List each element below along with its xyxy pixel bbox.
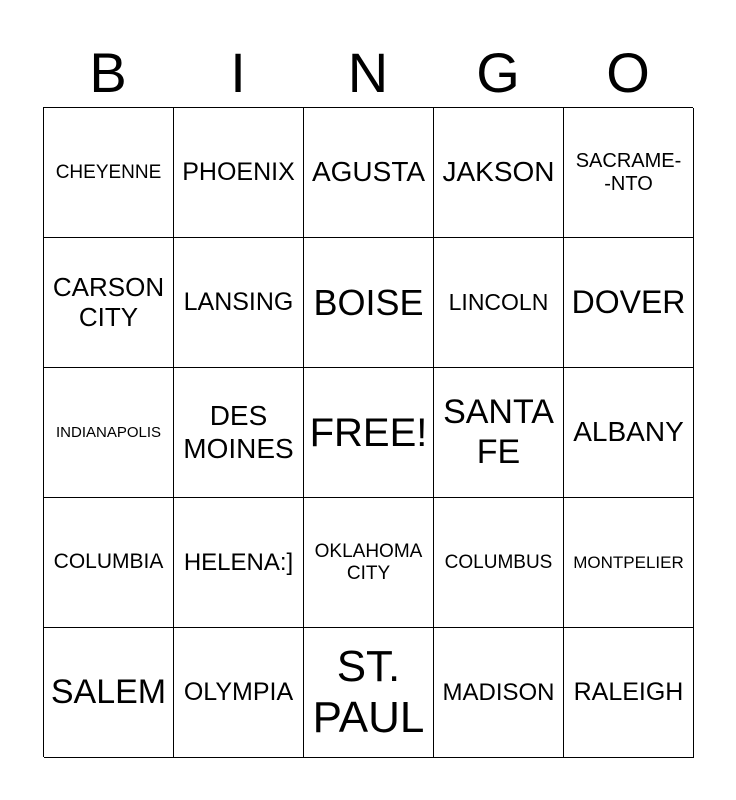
bingo-cell[interactable] bbox=[44, 628, 174, 758]
bingo-cell[interactable] bbox=[564, 238, 694, 368]
cell-label: LANSING bbox=[183, 288, 294, 317]
cell-label: INDIANAPOLIS bbox=[55, 423, 162, 441]
cell-label: OKLAHOMA CITY bbox=[314, 540, 423, 584]
cell-label: FREE! bbox=[309, 410, 428, 455]
bingo-cell[interactable] bbox=[304, 628, 434, 758]
bingo-cell[interactable] bbox=[44, 368, 174, 498]
bingo-cell[interactable] bbox=[304, 108, 434, 238]
cell-label: ALBANY bbox=[573, 416, 684, 448]
cell-label: MONTPELIER bbox=[573, 552, 684, 572]
bingo-cell[interactable] bbox=[304, 498, 434, 628]
cell-label: SALEM bbox=[50, 672, 167, 711]
cell-label: AGUSTA bbox=[311, 156, 426, 188]
cell-label: JAKSON bbox=[442, 156, 555, 188]
bingo-cell[interactable] bbox=[304, 368, 434, 498]
cell-label: COLUMBIA bbox=[53, 550, 164, 574]
cell-label: OLYMPIA bbox=[183, 678, 294, 707]
cell-label: COLUMBUS bbox=[444, 551, 553, 573]
bingo-cell[interactable] bbox=[174, 498, 304, 628]
bingo-board bbox=[43, 107, 693, 757]
header-letter-n: N bbox=[347, 41, 389, 104]
cell-label: CARSON CITY bbox=[52, 271, 165, 332]
header-letter-b: B bbox=[89, 41, 127, 104]
bingo-cell[interactable] bbox=[434, 368, 564, 498]
bingo-cell[interactable] bbox=[174, 368, 304, 498]
cell-label: CHEYENNE bbox=[55, 161, 162, 183]
bingo-cell[interactable] bbox=[564, 628, 694, 758]
bingo-cell[interactable] bbox=[174, 108, 304, 238]
cell-label: RALEIGH bbox=[573, 678, 684, 707]
cell-label: SACRAME- -NTO bbox=[575, 149, 682, 195]
cell-label: DES MOINES bbox=[183, 400, 294, 464]
bingo-cell[interactable] bbox=[174, 628, 304, 758]
bingo-cell[interactable] bbox=[564, 368, 694, 498]
header-letter-o: O bbox=[606, 41, 650, 104]
bingo-cell[interactable] bbox=[434, 238, 564, 368]
bingo-header bbox=[43, 40, 693, 106]
cell-label: ST. PAUL bbox=[312, 641, 425, 742]
header-letter-g: G bbox=[476, 41, 520, 104]
cell-label: MADISON bbox=[442, 678, 555, 706]
bingo-cell[interactable] bbox=[174, 238, 304, 368]
bingo-cell[interactable] bbox=[564, 498, 694, 628]
cell-label: SANTA FE bbox=[443, 393, 554, 471]
cell-label: DOVER bbox=[571, 284, 686, 321]
bingo-cell[interactable] bbox=[564, 108, 694, 238]
bingo-cell[interactable] bbox=[434, 628, 564, 758]
cell-label: BOISE bbox=[313, 281, 424, 323]
cell-label: PHOENIX bbox=[182, 158, 295, 187]
bingo-cell[interactable] bbox=[44, 498, 174, 628]
bingo-cell[interactable] bbox=[44, 238, 174, 368]
bingo-cell[interactable] bbox=[304, 238, 434, 368]
header-letter-i: I bbox=[230, 41, 246, 104]
cell-label: HELENA:] bbox=[183, 548, 294, 576]
bingo-cell[interactable] bbox=[434, 498, 564, 628]
bingo-cell[interactable] bbox=[434, 108, 564, 238]
bingo-cell[interactable] bbox=[44, 108, 174, 238]
cell-label: LINCOLN bbox=[448, 289, 549, 316]
